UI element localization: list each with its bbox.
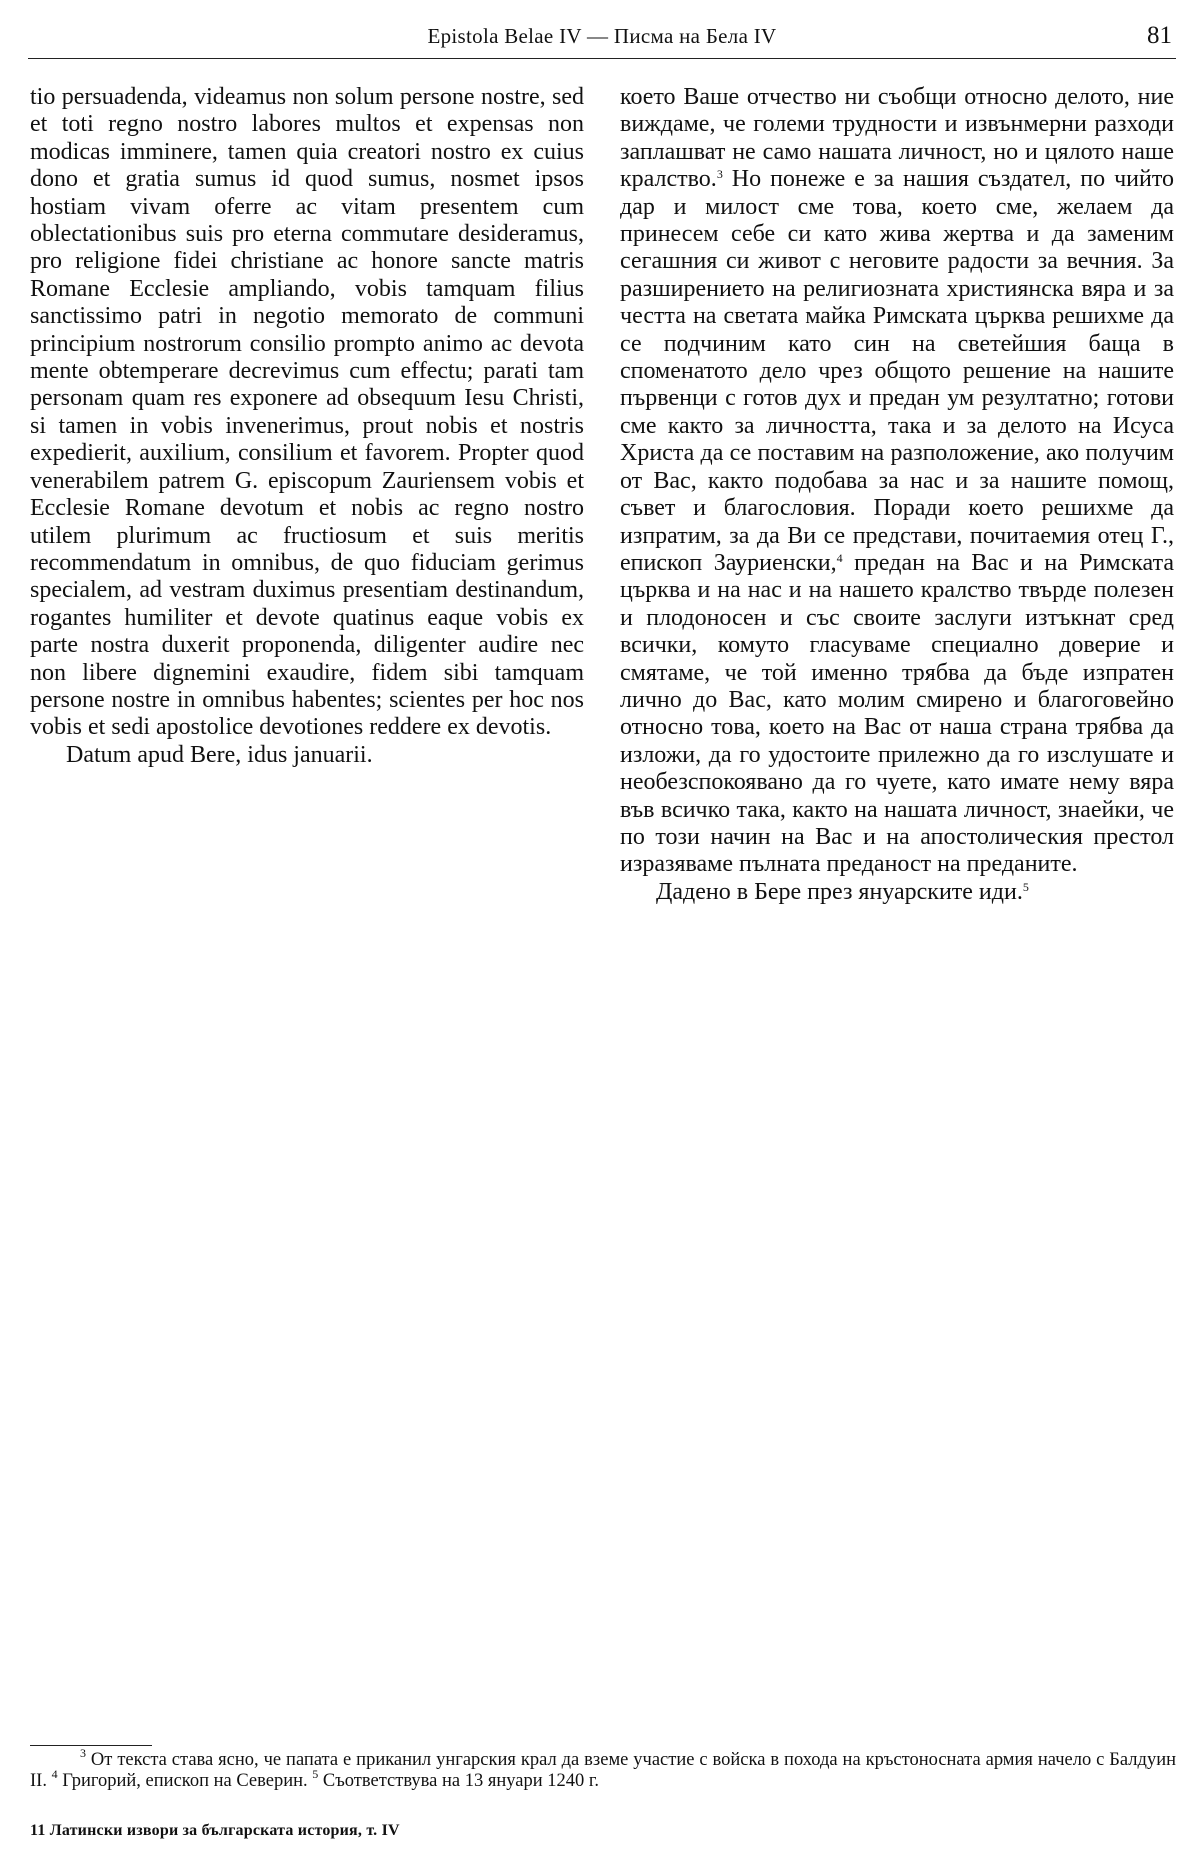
- footnote-rule: [30, 1745, 152, 1746]
- bulgarian-text-part-3: предан на Вас и на Римската църква и на нас и на нашето кралство твърде полезен и плодоносен и със своите заслуги изтъкнат сред всички, комуто гласуваме специално доверие и смятаме, че той именно трябва да бъде изпратен лично до Вас, като молим смирено и благоговейно относно това, което на Вас от наша страна трябва да изложи, да го удостоите прилежно да го изслушате и необезспокоявано да го чуете, като имате нему вяра във всичко така, както на нашата личност, знаейки, че по този начин на Вас и на апостолическия престол изразяваме пълната преданост на преданите.: [620, 549, 1175, 878]
- page-number: 81: [1147, 22, 1172, 49]
- latin-column: [30, 84, 584, 769]
- running-title: Epistola Belae IV — Писма на Бела IV: [427, 24, 777, 48]
- footnotes: [30, 1746, 1176, 1792]
- footnote-ref-4: 4: [836, 550, 843, 565]
- footnote-paragraph: [30, 1746, 1176, 1792]
- bulgarian-dated-line: [620, 879, 1174, 906]
- footnote-5-text: Съответствува на 13 януари 1240 г.: [318, 1771, 600, 1791]
- footnote-4-mark: 4: [51, 1767, 58, 1781]
- bulgarian-body: [620, 84, 1174, 879]
- bulgarian-dated-text: Дадено в Бере през януарските иди.: [656, 878, 1023, 905]
- bulgarian-text-part-2: Но понеже е за нашия създател, по чийто дар и милост сме това, което сме, желаем да принесем себе си като жива жертва и да заменим сегашния си живот с неговите радости за вечния. За разширението на религиозната християнска вяра и за честта на светата майка Римската църква решихме да се подчиним като син на светейшия баща в споменатото дело чрез общото решение на нашите първенци с готов дух и предан ум резултатно; готови сме както за личността, така и за делото на Исуса Христа да се поставим на разположение, ако получим от Вас, както подобава за нас и за нашите помощ, съвет и благословия. Поради което решихме да изпратим, за да Ви се представи, почитаемия отец Г., епископ Зауриенски,: [620, 166, 1174, 576]
- footnote-3-mark: 3: [80, 1746, 86, 1760]
- bulgarian-text-part-1: което Ваше отчество ни съобщи относно делото, ние виждаме, че големи трудности и извънмерни разходи заплашват не само нашата личност, но и цялото наше кралство.: [620, 84, 1174, 193]
- printer-signature: 11 Латински извори за българската история, т. IV: [30, 1822, 400, 1839]
- latin-body: tio persuadenda, videamus non solum persone nostre, sed et toti regno nostro labores multos et expensas non modicas imminere, tamen quia creatori nostro ex cuius dono et gratia sumus id quod sumus, nosmet ipsos hostiam vivam oferre ac vitam presentem cum oblectationibus suis pro eterna commutare desideramus, pro religione fidei christiane ac honore sancte matris Romane Ecclesie ampliando, vobis tamquam filius sanctissimo patri in negotio memorato de communi principium nostrorum consilio prompto animo ac devota mente obtemperare decrevimus cum effectu; parati tam personam quam res exponere ad obsequum Iesu Christi, si tamen in vobis invenerimus, prout nobis et nostris expedierit, auxilium, consilium et favorem. Propter quod venerabilem patrem G. episcopum Zauriensem vobis et Ecclesie Romane devotum et nobis ac regno nostro utilem plurimum ac fructiosum et suis meritis recommendatum in omnibus, de quo fiduciam gerimus specialem, ad vestram duximus presentiam destinandum, rogantes humiliter et devote quatinus eaque vobis ex parte nostra duxerit proponenda, diligenter audire nec non libere dignemini exaudire, fidem sibi tamquam persone nostre in omnibus habentes; scientes per hoc nos vobis et sedi apostolice devotiones reddere ex devotis.: [30, 84, 584, 741]
- bulgarian-column: [620, 84, 1174, 906]
- footnote-4-text: Григорий, епископ на Северин.: [57, 1771, 308, 1791]
- latin-dated-line: Datum apud Bere, idus januarii.: [66, 741, 373, 768]
- footnote-3-text: От текста става ясно, че папата е приканил унгарския крал да вземе участие с войска в похода на кръстоносната армия начело с Балдуин II.: [30, 1750, 1176, 1791]
- footnote-5-mark: 5: [312, 1767, 319, 1781]
- footnote-ref-5: 5: [1022, 879, 1029, 894]
- footnote-ref-3: 3: [716, 167, 723, 182]
- page-header: [28, 18, 1176, 59]
